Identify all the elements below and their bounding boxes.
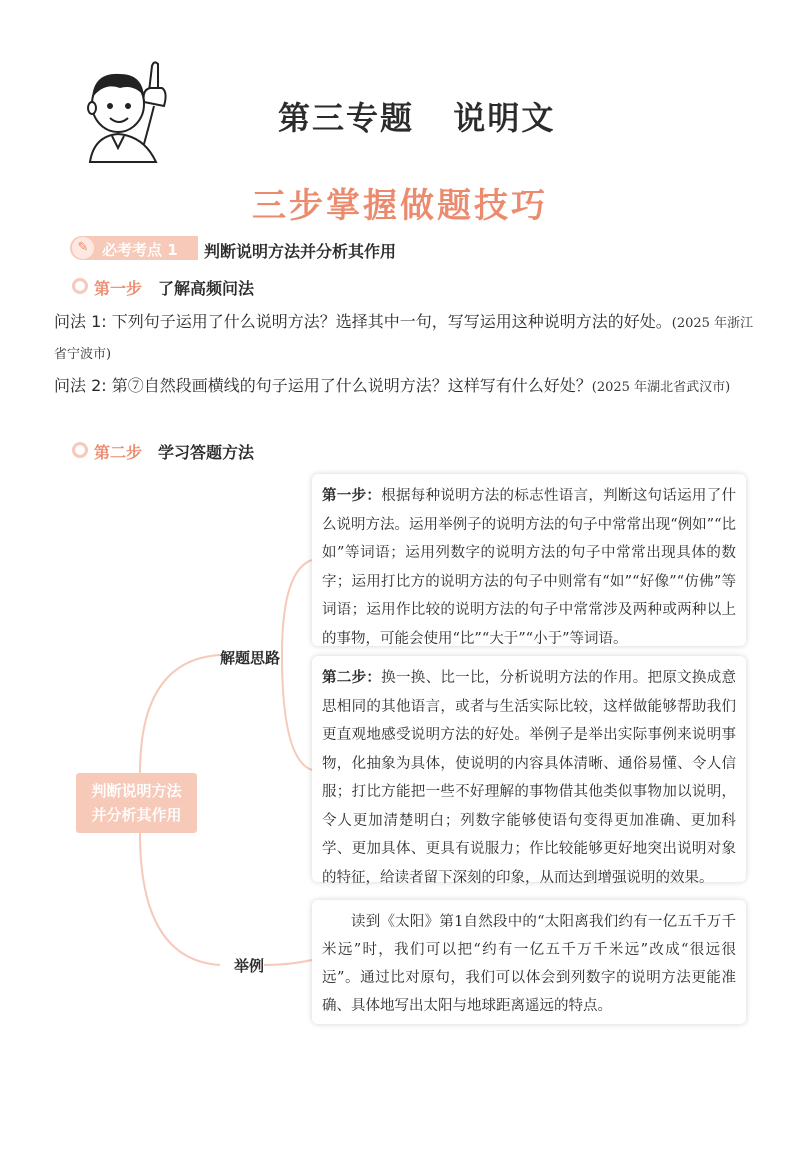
branch-example: 举例	[234, 957, 265, 975]
key-point-title: 判断说明方法并分析其作用	[204, 242, 397, 261]
page-subtitle: 三步掌握做题技巧	[252, 186, 548, 226]
example-box: 读到《太阳》第1自然段中的“太阳离我们约有一亿五千万千米远”时，我们可以把“约有一亿五千万千米远”改成“很远很远”。通过比对原句，我们可以体会到列数字的说明方法更能准确、具体地写出太阳与地球距离遥远的特点。	[312, 900, 746, 1024]
mindmap-center-node: 判断说明方法 并分析其作用	[76, 773, 197, 833]
step2-label: 第二步	[94, 443, 143, 462]
step1-title: 了解高频问法	[158, 279, 255, 298]
page-title: 第三专题 说明文	[278, 99, 556, 137]
question-2: 问法 2: 第⑦自然段画横线的句子运用了什么说明方法？这样写有什么好处？(2025 年湖北省武汉市)	[54, 376, 731, 395]
branch-solution-approach: 解题思路	[220, 649, 281, 667]
step2-title: 学习答题方法	[158, 443, 255, 462]
step-two-box: 第二步：换一换、比一比，分析说明方法的作用。把原文换成意思相同的其他语言，或者与生活实际比较，这样做能够帮助我们更直观地感受说明方法的好处。举例子是举出实际事例来说明事物，化抽象为具体，使说明的内容具体清晰、通俗易懂、令人信服；打比方能把一些不好理解的事物借其他类似事物加以说明，令人更加清楚明白；列数字能够使语句变得更加准确、更加科学、更加具体、更具有说服力；作比较能够更好地突出说明对象的特征，给读者留下深刻的印象，从而达到增强说明的效果。	[312, 656, 746, 882]
step-one-box: 第一步：根据每种说明方法的标志性语言，判断这句话运用了什么说明方法。运用举例子的说明方法的句子中常常出现“例如”“比如”等词语；运用列数字的说明方法的句子中常常出现具体的数字；运用打比方的说明方法的句子中则常有“如”“好像”“仿佛”等词语；运用作比较的说明方法的句子中常常涉及两种或两种以上的事物，可能会使用“比”“大于”“小于”等词语。	[312, 474, 746, 646]
question-1: 问法 1: 下列句子运用了什么说明方法？选择其中一句，写写运用这种说明方法的好处。(2025 年浙江省宁波市)	[54, 312, 754, 362]
pencil-icon: ✎	[72, 237, 94, 259]
key-point-badge-label: 必考考点 1	[102, 241, 178, 259]
step1-label: 第一步	[94, 279, 143, 298]
